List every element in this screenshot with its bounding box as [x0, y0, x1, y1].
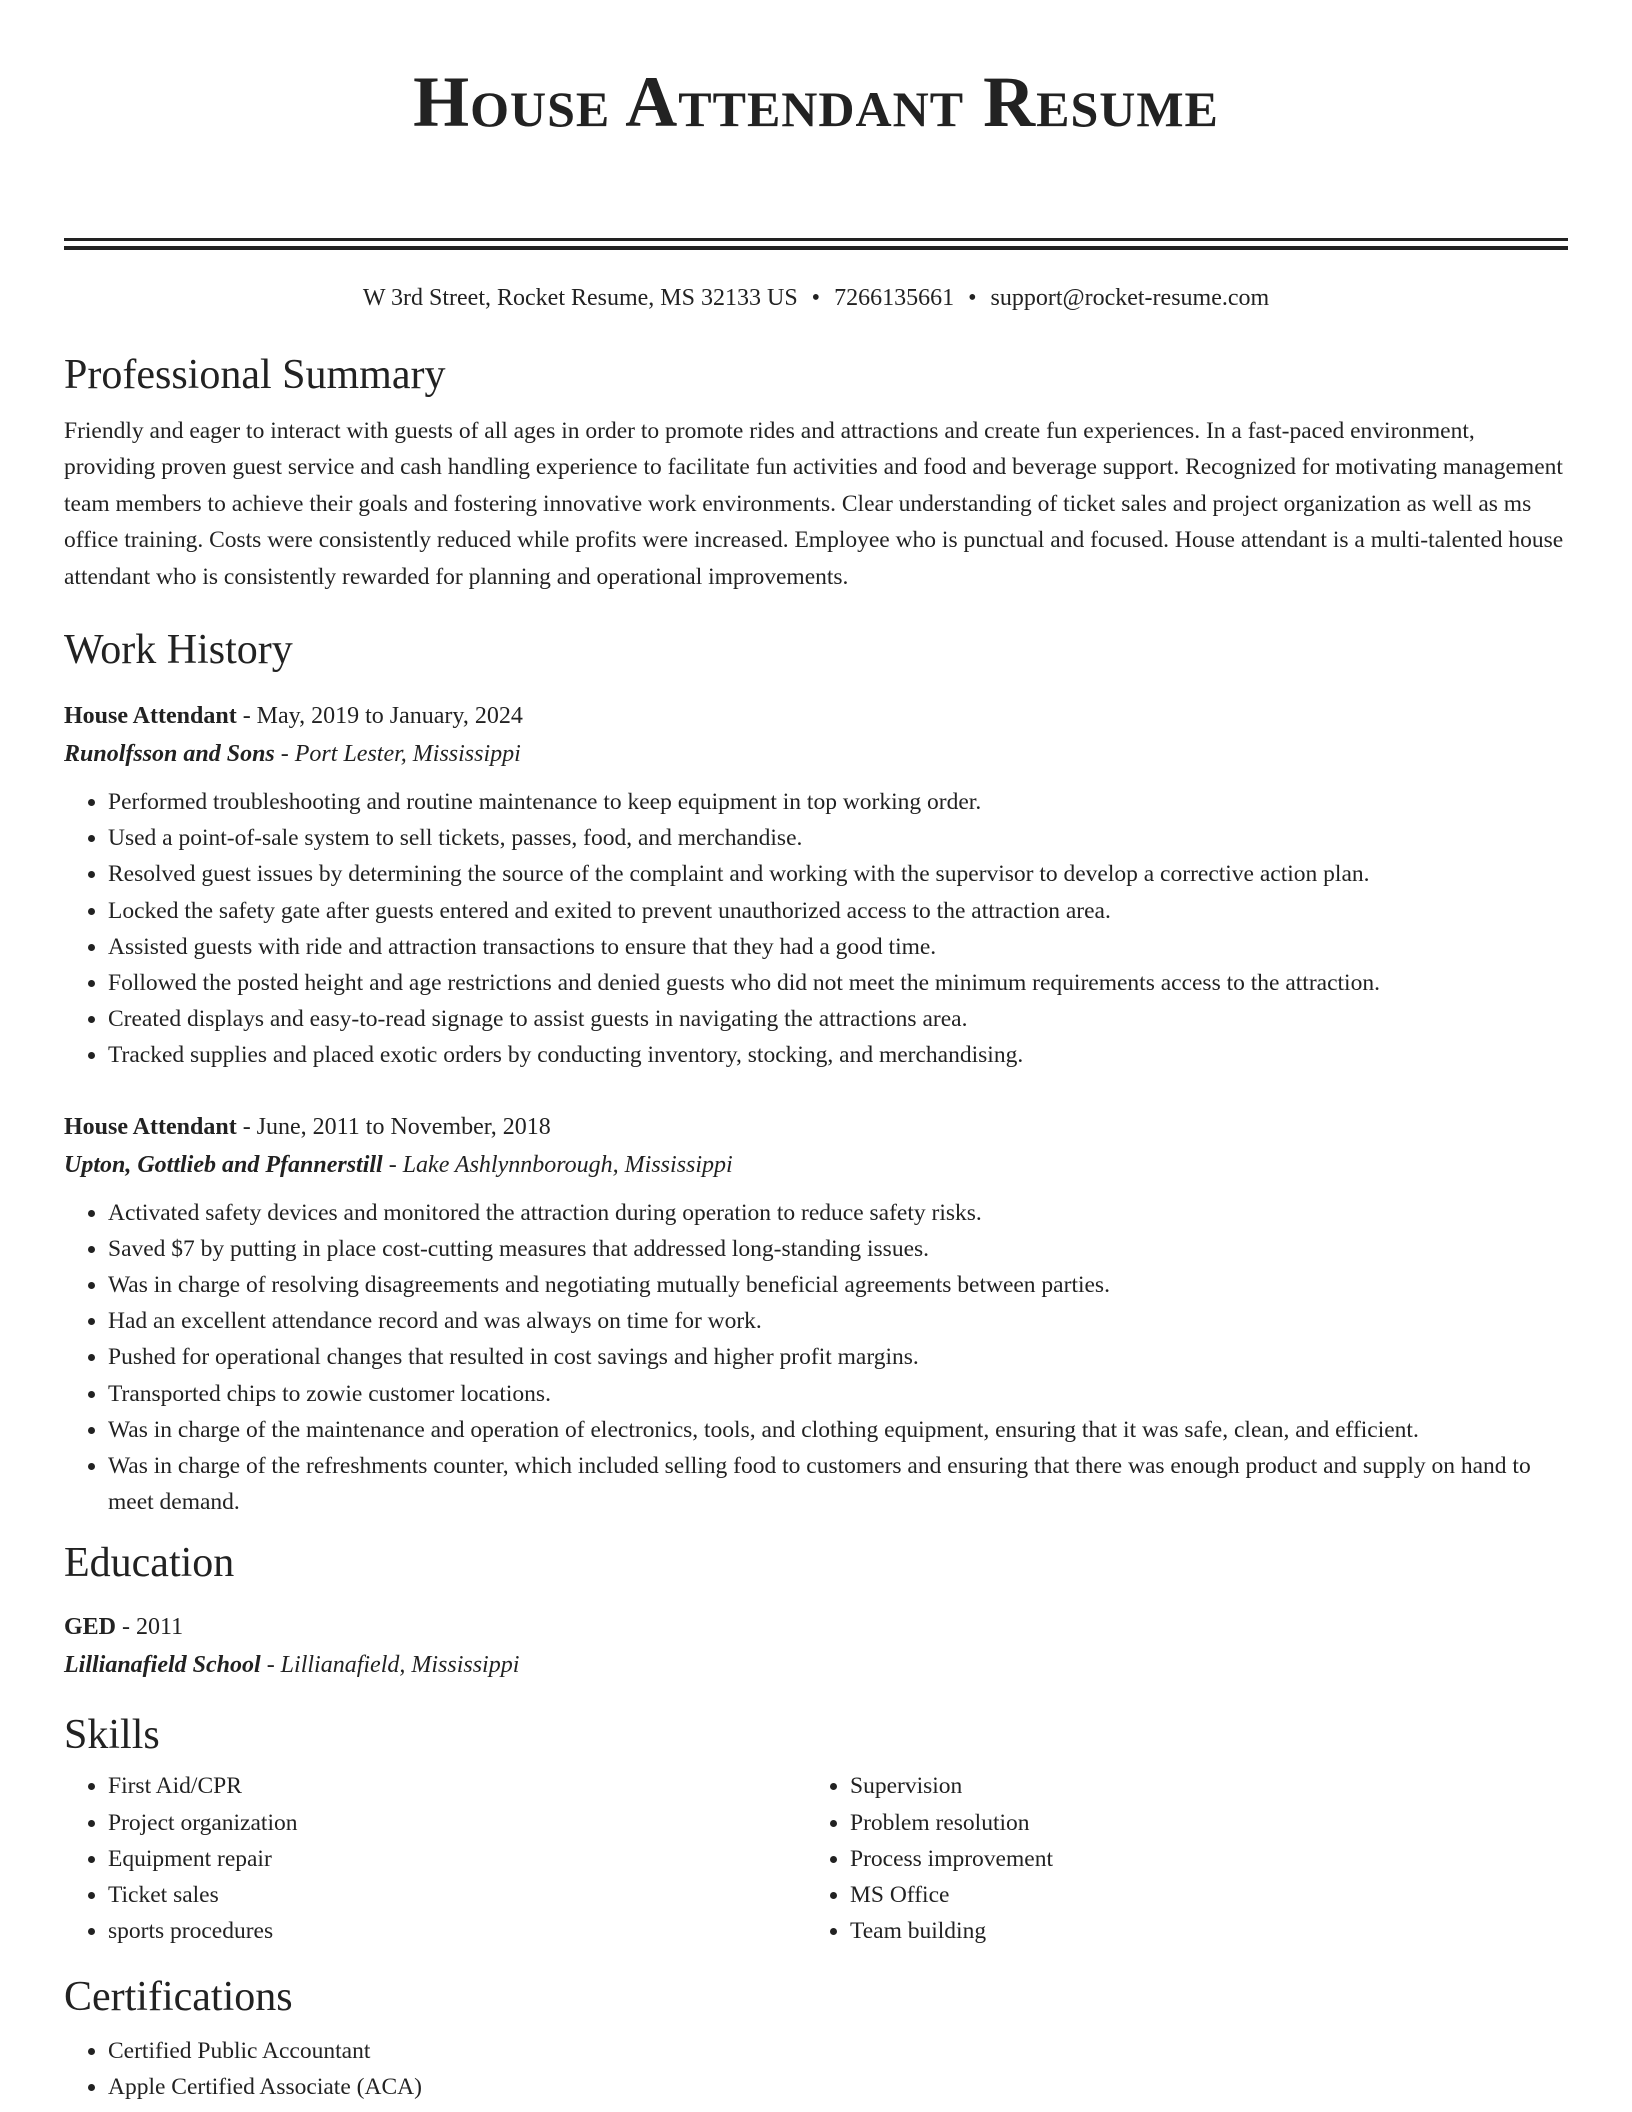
job-title-line [64, 697, 1568, 735]
list-item: • Was in charge of the maintenance and operation of electronics, tools, and clothing equipment, ensuring that it was safe, clean, and efficient. [108, 1412, 1568, 1448]
list-item: • Performed troubleshooting and routine maintenance to keep equipment in top working order. [108, 784, 1568, 820]
education-heading: Education [64, 1540, 235, 1587]
resume-title: House Attendant Resume [413, 62, 1219, 142]
contact-address: W 3rd Street, Rocket Resume, MS 32133 US [362, 285, 798, 311]
list-item: • Was in charge of the refreshments counter, which included selling food to customers and ensuring that there was enough product and supply on hand to meet demand. [108, 1448, 1568, 1520]
job-title-line [64, 1108, 1568, 1146]
resume-header [64, 0, 1568, 178]
job-dates: - May, 2019 to January, 2024 [236, 703, 523, 730]
degree-year: - 2011 [116, 1614, 184, 1641]
list-item: • Assisted guests with ride and attraction transactions to ensure that they had a good time. [108, 929, 1568, 965]
employer-name: Upton, Gottlieb and Pfannerstill [64, 1151, 383, 1178]
school-line [64, 1646, 1568, 1684]
skill-item: • Problem resolution [850, 1805, 1548, 1841]
skills-heading: Skills [64, 1712, 160, 1759]
job-entry [64, 1108, 1568, 1521]
summary-text: Friendly and eager to interact with guests of all ages in order to promote rides and attractions and create fun experiences. In a fast-paced environment, providing proven guest service and cash handling experience to facilitate fun activities and food and beverage support. Recognized for motivating management team members to achieve their goals and fostering innovative work environments. Clear understanding of ticket sales and project organization as well as ms office training. Costs were consistently reduced while profits were increased. Employee who is punctual and focused. House attendant is a multi-talented house attendant who is consistently rewarded for planning and operational improvements. [64, 418, 1564, 590]
education-entry [64, 1608, 1568, 1684]
list-item: • Followed the posted height and age restrictions and denied guests who did not meet the minimum requirements access to the attraction. [108, 965, 1568, 1001]
list-item: • Transported chips to zowie customer locations. [108, 1376, 1568, 1412]
work-history-heading: Work History [64, 627, 293, 674]
employer-location: - Lake Ashlynnborough, Mississippi [382, 1151, 733, 1178]
job-title: House Attendant [64, 703, 237, 730]
job-entry [64, 697, 1568, 1074]
school-location: - Lillianafield, Mississippi [260, 1652, 520, 1679]
employer-name: Runolfsson and Sons [64, 741, 275, 768]
title-double-rule [64, 238, 1568, 250]
skill-item: • Process improvement [850, 1841, 1548, 1877]
job-duties-list [64, 784, 1568, 1074]
employer-location: - Port Lester, Mississippi [274, 741, 521, 768]
skills-column-left [64, 1768, 806, 1949]
certification-item: • Apple Certified Associate (ACA) [108, 2069, 1568, 2105]
degree-name: GED [64, 1614, 117, 1641]
skills-column-right [806, 1768, 1548, 1949]
degree-line [64, 1608, 1568, 1646]
skill-item: • sports procedures [108, 1913, 806, 1949]
list-item: • Pushed for operational changes that resulted in cost savings and higher profit margins. [108, 1339, 1568, 1375]
skills-columns [64, 1768, 1568, 1949]
skill-item: • Team building [850, 1913, 1548, 1949]
job-title: House Attendant [64, 1113, 237, 1140]
contact-separator: • [968, 285, 977, 311]
employer-line [64, 735, 1568, 773]
list-item: • Saved $7 by putting in place cost-cutting measures that addressed long-standing issues. [108, 1231, 1568, 1267]
certifications-list [64, 2033, 1568, 2105]
skill-item: • First Aid/CPR [108, 1768, 806, 1804]
certification-item: • Certified Public Accountant [108, 2033, 1568, 2069]
summary-heading: Professional Summary [64, 352, 446, 398]
skills-list [806, 1768, 1548, 1949]
skill-item: • Equipment repair [108, 1841, 806, 1877]
list-item: • Locked the safety gate after guests entered and exited to prevent unauthorized access to the attraction area. [108, 893, 1568, 929]
list-item: • Was in charge of resolving disagreements and negotiating mutually beneficial agreements between parties. [108, 1267, 1568, 1303]
contact-email: support@rocket-resume.com [990, 285, 1270, 311]
list-item: • Created displays and easy-to-read signage to assist guests in navigating the attractions area. [108, 1001, 1568, 1037]
skill-item: • Supervision [850, 1768, 1548, 1804]
contact-separator: • [811, 285, 821, 311]
skill-item: • Ticket sales [108, 1877, 806, 1913]
job-duties-list [64, 1195, 1568, 1521]
job-dates: - June, 2011 to November, 2018 [236, 1113, 551, 1140]
skill-item: • Project organization [108, 1805, 806, 1841]
contact-line [64, 282, 1568, 314]
skills-list [64, 1768, 806, 1949]
list-item: • Resolved guest issues by determining the source of the complaint and working with the supervisor to develop a corrective action plan. [108, 856, 1568, 892]
skill-item: • MS Office [850, 1877, 1548, 1913]
school-name: Lillianafield School [64, 1652, 261, 1679]
list-item: • Activated safety devices and monitored the attraction during operation to reduce safety risks. [108, 1195, 1568, 1231]
contact-phone: 7266135661 [834, 285, 955, 311]
list-item: • Tracked supplies and placed exotic orders by conducting inventory, stocking, and merchandising. [108, 1037, 1568, 1073]
list-item: • Had an excellent attendance record and was always on time for work. [108, 1303, 1568, 1339]
employer-line [64, 1146, 1568, 1184]
certifications-heading: Certifications [64, 1973, 293, 2020]
list-item: • Used a point-of-sale system to sell tickets, passes, food, and merchandise. [108, 820, 1568, 856]
